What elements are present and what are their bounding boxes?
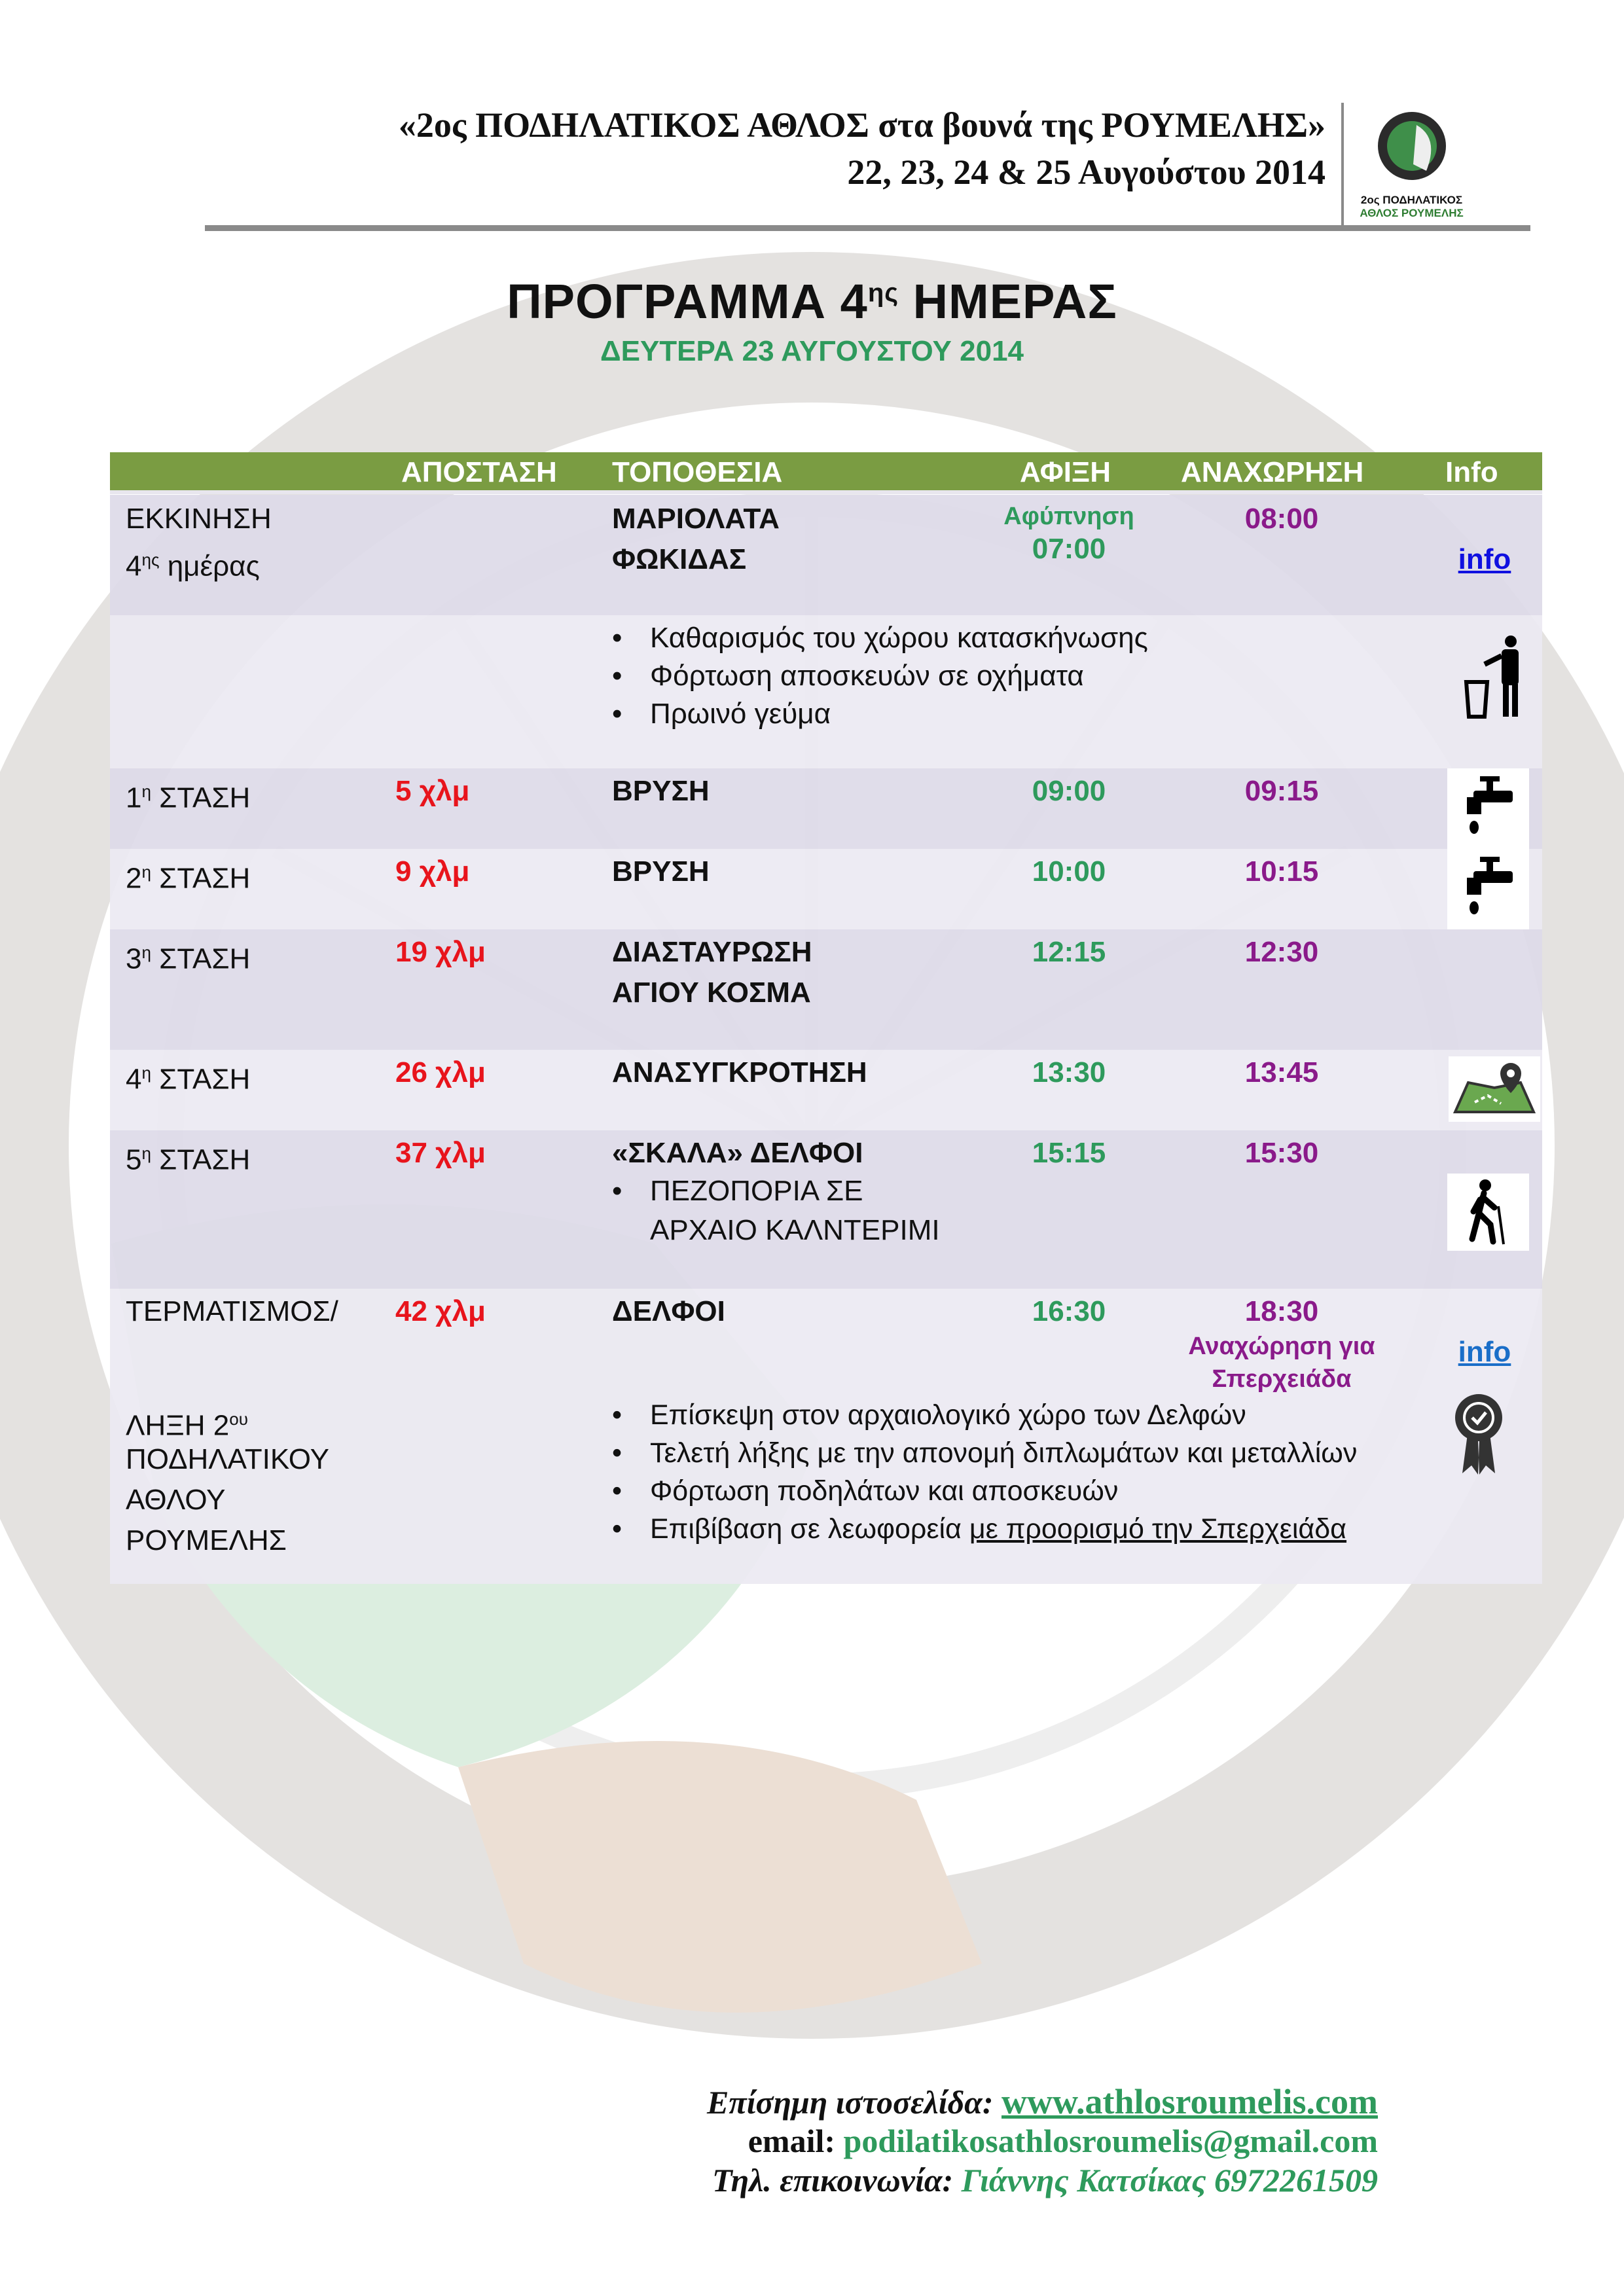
stop-departure: 13:45	[1244, 1056, 1319, 1088]
stop-label: $4^\eta$ ΣΤΑΣΗ	[126, 1063, 251, 1096]
stop-distance: 9 χλμ	[395, 855, 470, 888]
stop-label: $1^\eta$ ΣΤΑΣΗ	[126, 781, 251, 814]
table-row-stop-5	[110, 1130, 1542, 1289]
finish-label-3: ΠΟΔΗΛΑΤΙΚΟΥ	[126, 1443, 329, 1475]
finish-label-2: ΛΗΞΗ $2^{o\upsilon}$	[126, 1409, 248, 1442]
trash-person-icon	[1458, 635, 1530, 720]
map-pin-icon	[1449, 1056, 1540, 1122]
stop-note-continued: ΑΡΧΑΙΟ ΚΑΛΝΤΕΡΙΜΙ	[650, 1214, 940, 1246]
water-tap-icon	[1447, 768, 1529, 929]
task-item: • Φόρτωση ποδηλάτων και αποσκευών	[612, 1472, 1357, 1510]
table-row-stop-2	[110, 849, 1542, 929]
stop-distance: 19 χλμ	[395, 936, 486, 968]
header-arrival: ΑΦΙΞΗ	[1020, 456, 1111, 488]
start-location: ΜΑΡΙΟΛΑΤΑ	[612, 503, 780, 535]
stop-location-2: ΑΓΙΟΥ ΚΟΣΜΑ	[612, 977, 811, 1009]
footer-email	[748, 2122, 1378, 2160]
website-label: Επίσημη ιστοσελίδα:	[707, 2084, 1001, 2121]
header-info: Info	[1445, 456, 1498, 488]
header-departure: ΑΝΑΧΩΡΗΣΗ	[1181, 456, 1364, 488]
email-label: email:	[748, 2123, 844, 2159]
phone-label: Τηλ. επικοινωνία:	[712, 2162, 962, 2198]
table-header	[110, 452, 1542, 494]
page-subtitle: ΔΕΥΤΕΡΑ 23 ΑΥΓΟΥΣΤΟΥ 2014	[600, 335, 1024, 367]
start-day-label: $4^{\eta\varsigma}$ ημέρας	[126, 550, 260, 583]
finish-label-4: ΑΘΛΟΥ	[126, 1484, 226, 1516]
stop-note: • ΠΕΖΟΠΟΡΙΑ ΣΕ	[612, 1172, 863, 1210]
stop-label: $2^\eta$ ΣΤΑΣΗ	[126, 862, 251, 895]
event-dates: 22, 23, 24 & 25 Αυγούστου 2014	[847, 152, 1326, 192]
start-arrival: 07:00	[1032, 533, 1106, 565]
website-link[interactable]: www.athlosroumelis.com	[1001, 2082, 1378, 2121]
finish-label: ΤΕΡΜΑΤΙΣΜΟΣ/	[126, 1295, 338, 1327]
hiker-icon	[1447, 1174, 1529, 1251]
stop-distance: 26 χλμ	[395, 1056, 486, 1088]
stop-departure: 15:30	[1244, 1137, 1319, 1169]
email-link[interactable]: podilatikosathlosroumelis@gmail.com	[843, 2123, 1378, 2159]
finish-location: ΔΕΛΦΟΙ	[612, 1295, 725, 1327]
header-rule	[205, 225, 1530, 231]
table-row-stop-1	[110, 768, 1542, 849]
page-title: ΠΡΟΓΡΑΜΜΑ $4^{\eta\varsigma}$ ΗΜΕΡΑΣ	[507, 274, 1117, 329]
task-item: • Φόρτωση αποσκευών σε οχήματα	[612, 657, 1148, 695]
finish-task-list	[612, 1396, 1357, 1548]
logo-text-1: 2ος ΠΟΔΗΛΑΤΙΚΟΣ	[1360, 194, 1463, 206]
finish-departure: 18:30	[1244, 1295, 1319, 1327]
stop-arrival: 15:15	[1032, 1137, 1106, 1169]
stop-location: ΒΡΥΣΗ	[612, 775, 710, 807]
stop-arrival: 13:30	[1032, 1056, 1106, 1088]
logo-text-2: ΑΘΛΟΣ ΡΟΥΜΕΛΗΣ	[1360, 207, 1464, 219]
start-label: ΕΚΚΙΝΗΣΗ	[126, 503, 272, 535]
start-task-list	[612, 619, 1148, 733]
task-item: • Επιβίβαση σε λεωφορεία με προορισμό την Σπερχειάδα	[612, 1510, 1357, 1548]
table-row-start-tasks	[110, 615, 1542, 768]
stop-location: ΑΝΑΣΥΓΚΡΟΤΗΣΗ	[612, 1056, 867, 1088]
wakeup-note: Αφύπνηση	[1003, 503, 1134, 530]
start-info-link[interactable]: info	[1458, 543, 1511, 575]
table-row-stop-3	[110, 929, 1542, 1050]
header-distance: ΑΠΟΣΤΑΣΗ	[401, 456, 557, 488]
event-logo	[1354, 105, 1469, 220]
stop-departure: 12:30	[1244, 936, 1319, 968]
table-row-finish	[110, 1289, 1542, 1584]
stop-arrival: 10:00	[1032, 855, 1106, 888]
stop-departure: 09:15	[1244, 775, 1319, 807]
stop-departure: 10:15	[1244, 855, 1319, 888]
departure-note-2: Σπερχειάδα	[1212, 1365, 1352, 1393]
start-departure: 08:00	[1244, 503, 1319, 535]
stop-label: $3^\eta$ ΣΤΑΣΗ	[126, 942, 251, 975]
departure-note-1: Αναχώρηση για	[1188, 1333, 1375, 1360]
stop-arrival: 09:00	[1032, 775, 1106, 807]
footer-phone	[712, 2161, 1378, 2199]
task-item: • Καθαρισμός του χώρου κατασκήνωσης	[612, 619, 1148, 657]
bike-wheel-logo-icon	[1354, 105, 1469, 190]
header-location: ΤΟΠΟΘΕΣΙΑ	[612, 456, 783, 488]
award-badge-icon	[1449, 1388, 1508, 1480]
stop-label: $5^\eta$ ΣΤΑΣΗ	[126, 1143, 251, 1176]
stop-distance: 5 χλμ	[395, 775, 470, 807]
stop-location: ΒΡΥΣΗ	[612, 855, 710, 888]
start-location-region: ΦΩΚΙΔΑΣ	[612, 543, 747, 575]
stop-distance: 37 χλμ	[395, 1137, 486, 1169]
phone-contact: Γιάννης Κατσίκας 6972261509	[961, 2162, 1378, 2198]
finish-info-link[interactable]: info	[1458, 1336, 1511, 1368]
stop-location: ΔΙΑΣΤΑΥΡΩΣΗ	[612, 936, 812, 968]
table-row-stop-4	[110, 1050, 1542, 1130]
task-item: • Πρωινό γεύμα	[612, 695, 1148, 733]
task-item: • Επίσκεψη στον αρχαιολογικό χώρο των Δελφών	[612, 1396, 1357, 1434]
header-divider	[1341, 103, 1344, 228]
stop-note-list	[612, 1172, 863, 1210]
finish-arrival: 16:30	[1032, 1295, 1106, 1327]
stop-arrival: 12:15	[1032, 936, 1106, 968]
table-row-start	[110, 495, 1542, 615]
event-title: «2ος ΠΟΔΗΛΑΤΙΚΟΣ ΑΘΛΟΣ στα βουνά της ΡΟΥΜΕΛΗΣ»	[398, 105, 1326, 145]
finish-distance: 42 χλμ	[395, 1295, 486, 1327]
finish-label-5: ΡΟΥΜΕΛΗΣ	[126, 1524, 287, 1556]
footer-website	[707, 2081, 1378, 2122]
task-item: • Τελετή λήξης με την απονομή διπλωμάτων και μεταλλίων	[612, 1434, 1357, 1472]
stop-location: «ΣΚΑΛΑ» ΔΕΛΦΟΙ	[612, 1137, 863, 1169]
